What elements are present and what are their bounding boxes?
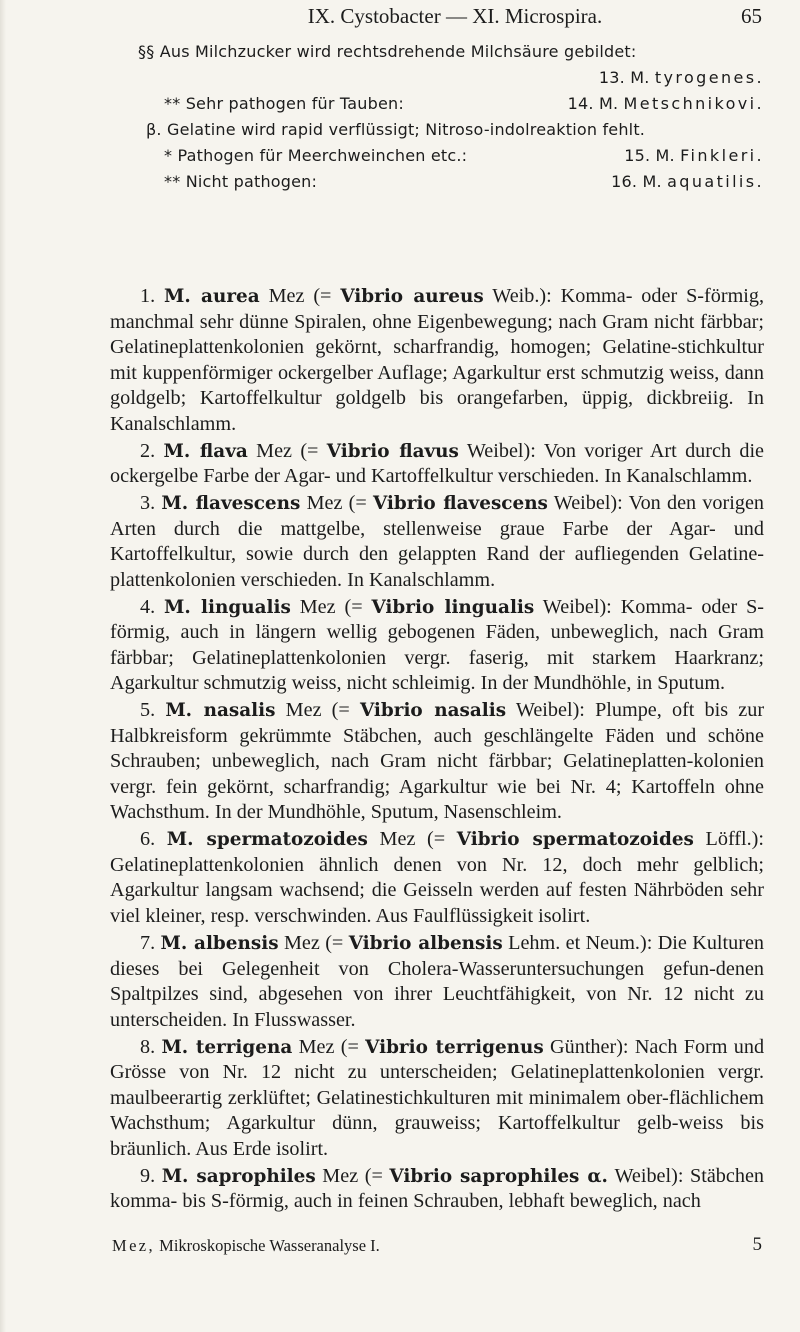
synonym-name: Vibrio saprophiles α. [389, 1165, 608, 1187]
key-species-number: 14. M. [567, 94, 619, 113]
species-name: M. saprophiles [161, 1165, 316, 1187]
entry-number: 4. [140, 595, 156, 618]
author-prefix: Mez (= [306, 492, 367, 515]
author-suffix: Weibel): [542, 595, 612, 618]
key-species-number: 16. M. [611, 172, 662, 191]
species-descriptions [110, 284, 764, 1216]
key-line-1 [138, 42, 764, 66]
key-text: Sehr pathogen für Tauben: [185, 94, 404, 113]
key-line-5 [138, 146, 764, 170]
key-species-name: tyrogenes. [654, 68, 764, 87]
author-prefix: Mez (= [268, 285, 332, 307]
entry-number: 3. [140, 492, 156, 515]
key-text: Nicht pathogen: [185, 172, 318, 191]
entry-number: 8. [140, 1035, 156, 1058]
key-mark: * [164, 146, 173, 165]
species-entry [110, 698, 764, 826]
entry-description: Komma- oder S-förmig, manchmal sehr dünne Spiralen, ohne Eigenbewegung; nach Gram nicht färbbar; Gelatineplattenkolonien gekörnt, scharfrandig, homogen; Gelatine-stichkultur mit kuppenförmiger ockergelber Auflage; Agarkultur erst schmutzig weiss, dann goldgelb; Kartoffelkultur goldgelb bis orangefarben, üppig, dickbreiig. In Kanalschlamm. [110, 285, 765, 435]
species-name: M. nasalis [165, 700, 276, 722]
author-suffix: Weibel): [466, 439, 536, 462]
key-line-4 [138, 120, 764, 144]
author-suffix: Günther): [550, 1035, 629, 1058]
key-text: Pathogen für Meerchweinchen etc.: [177, 146, 468, 165]
key-line-6 [138, 172, 764, 196]
species-name: M. albensis [160, 933, 279, 955]
synonym-name: Vibrio nasalis [359, 700, 507, 722]
species-entry [110, 931, 764, 1033]
footer-book-title: Mikroskopische Wasseranalyse I. [159, 1236, 380, 1255]
entry-description: Von voriger Art durch die ockergelbe Farbe der Agar- und Kartoffelkultur verschieden. In Kanalschlamm. [110, 439, 765, 488]
entry-number: 5. [140, 699, 156, 722]
entry-description: Plumpe, oft bis zur Halbkreisform gekrümmte Stäbchen, auch geschlängelte Fäden und schöne Schrauben; unbeweglich, nach Gram nicht färbbar; Gelatineplatten-kolonien vergr. fein gekörnt, scharfrandig; Agarkultur wie bei Nr. 4; Kartoffeln ohne Wachsthum. In der Mundhöhle, Sputum, Nasenschleim. [110, 699, 765, 824]
key-species-number: 15. M. [624, 146, 675, 165]
entry-number: 9. [140, 1164, 156, 1187]
entry-description: Nach Form und Grösse von Nr. 12 nicht zu unterscheiden; Gelatineplattenkolonien vergr. maulbeerartig zerklüftet; Gelatinestichkulturen mit minimalem ober-flächlichem Wachsthum; Agarkultur dünn, grauweiss; Kartoffelkultur gelb-weiss bis bräunlich. Aus Erde isolirt. [110, 1035, 765, 1160]
key-mark: ** [164, 172, 181, 191]
key-mark: §§ [138, 42, 155, 61]
entry-number: 7. [140, 932, 156, 955]
author-suffix: Weibel): [553, 492, 623, 515]
synonym-name: Vibrio spermatozoides [456, 829, 694, 851]
species-name: M. lingualis [164, 596, 291, 618]
entry-number: 2. [140, 439, 156, 462]
author-suffix: Weib.): [492, 285, 552, 307]
author-suffix: Löffl.): [705, 828, 765, 851]
species-name: M. spermatozoides [166, 829, 368, 851]
species-entry [110, 1035, 764, 1163]
entry-description: Stäbchen komma- bis S-förmig, auch in feinen Schrauben, lebhaft beweglich, nach [110, 1164, 764, 1213]
sheet-signature: 5 [752, 1234, 762, 1255]
entry-number: 1. [140, 285, 156, 307]
synonym-name: Vibrio flavus [326, 440, 459, 462]
synonym-name: Vibrio flavescens [372, 493, 548, 515]
header-title: IX. Cystobacter — XI. Microspira. [307, 4, 603, 28]
species-name: M. terrigena [161, 1036, 293, 1058]
key-species-number: 13. M. [598, 68, 650, 87]
key-species-name: aquatilis. [667, 172, 764, 191]
key-species-name: Finkleri. [680, 146, 764, 165]
author-suffix: Weibel): [515, 699, 585, 722]
key-line-2 [138, 68, 764, 92]
synonym-name: Vibrio aureus [340, 286, 484, 307]
entry-description: Gelatineplattenkolonien ähnlich denen von Nr. 12, doch mehr gelblich; Agarkultur langsam wachsend; die Geisseln werden auf festen Nährböden sehr viel kleiner, resp. verschwinden. Aus Faulflüssigkeit isolirt. [110, 853, 764, 927]
page-number: 65 [741, 4, 762, 28]
entry-description: Von den vorigen Arten durch die mattgelbe, stellenweise graue Farbe der Agar- und Kartoffelkultur, sowie durch den gelappten Rand der aufliegenden Gelatine-plattenkolonien verschieden. In Kanalschlamm. [110, 492, 765, 591]
synonym-name: Vibrio lingualis [371, 596, 535, 618]
author-prefix: Mez (= [298, 1035, 359, 1058]
entry-description: Die Kulturen dieses bei Gelegenheit von Cholera-Wasseruntersuchungen gefun-denen Spaltpilzes sind, abgesehen von ihrer Leuchtfähigkeit, von Nr. 12 nicht zu unterscheiden. In Flusswasser. [110, 932, 765, 1031]
species-name: M. flava [163, 440, 248, 462]
author-suffix: Lehm. et Neum.): [508, 932, 653, 955]
author-prefix: Mez (= [322, 1164, 383, 1187]
key-species-name: Metschnikovi. [623, 94, 764, 113]
author-prefix: Mez (= [283, 932, 344, 955]
author-prefix: Mez (= [285, 699, 350, 722]
running-header [148, 4, 762, 34]
author-prefix: Mez (= [379, 828, 446, 851]
page-footer [112, 1236, 762, 1262]
synonym-name: Vibrio albensis [348, 933, 503, 955]
synonym-name: Vibrio terrigenus [365, 1036, 544, 1058]
species-name: M. aurea [164, 286, 260, 307]
species-entry [110, 1164, 764, 1215]
key-line-3 [138, 94, 764, 118]
species-entry [110, 491, 764, 593]
page-edge [0, 0, 6, 1332]
key-mark: β. [146, 120, 162, 139]
species-entry [110, 595, 764, 697]
entry-description: Komma- oder S-förmig, auch in längern wellig gebogenen Fäden, unbeweglich, nach Gram färbbar; Gelatineplattenkolonien vergr. faserig, mit starkem Haarkranz; Agarkultur schmutzig weiss, nicht schleimig. In der Mundhöhle, in Sputum. [110, 595, 765, 695]
author-prefix: Mez (= [299, 595, 363, 618]
species-entry [110, 827, 764, 929]
species-entry [110, 439, 764, 490]
species-name: M. flavescens [161, 493, 301, 515]
key-mark: ** [164, 94, 181, 113]
key-text: Aus Milchzucker wird rechtsdrehende Milchsäure gebildet: [159, 42, 637, 61]
footer-author: Mez, [112, 1236, 156, 1255]
species-entry [110, 284, 764, 437]
author-suffix: Weibel): [614, 1164, 684, 1187]
author-prefix: Mez (= [256, 439, 319, 462]
entry-number: 6. [140, 828, 156, 851]
key-text: Gelatine wird rapid verflüssigt; Nitroso-indolreaktion fehlt. [167, 120, 646, 139]
